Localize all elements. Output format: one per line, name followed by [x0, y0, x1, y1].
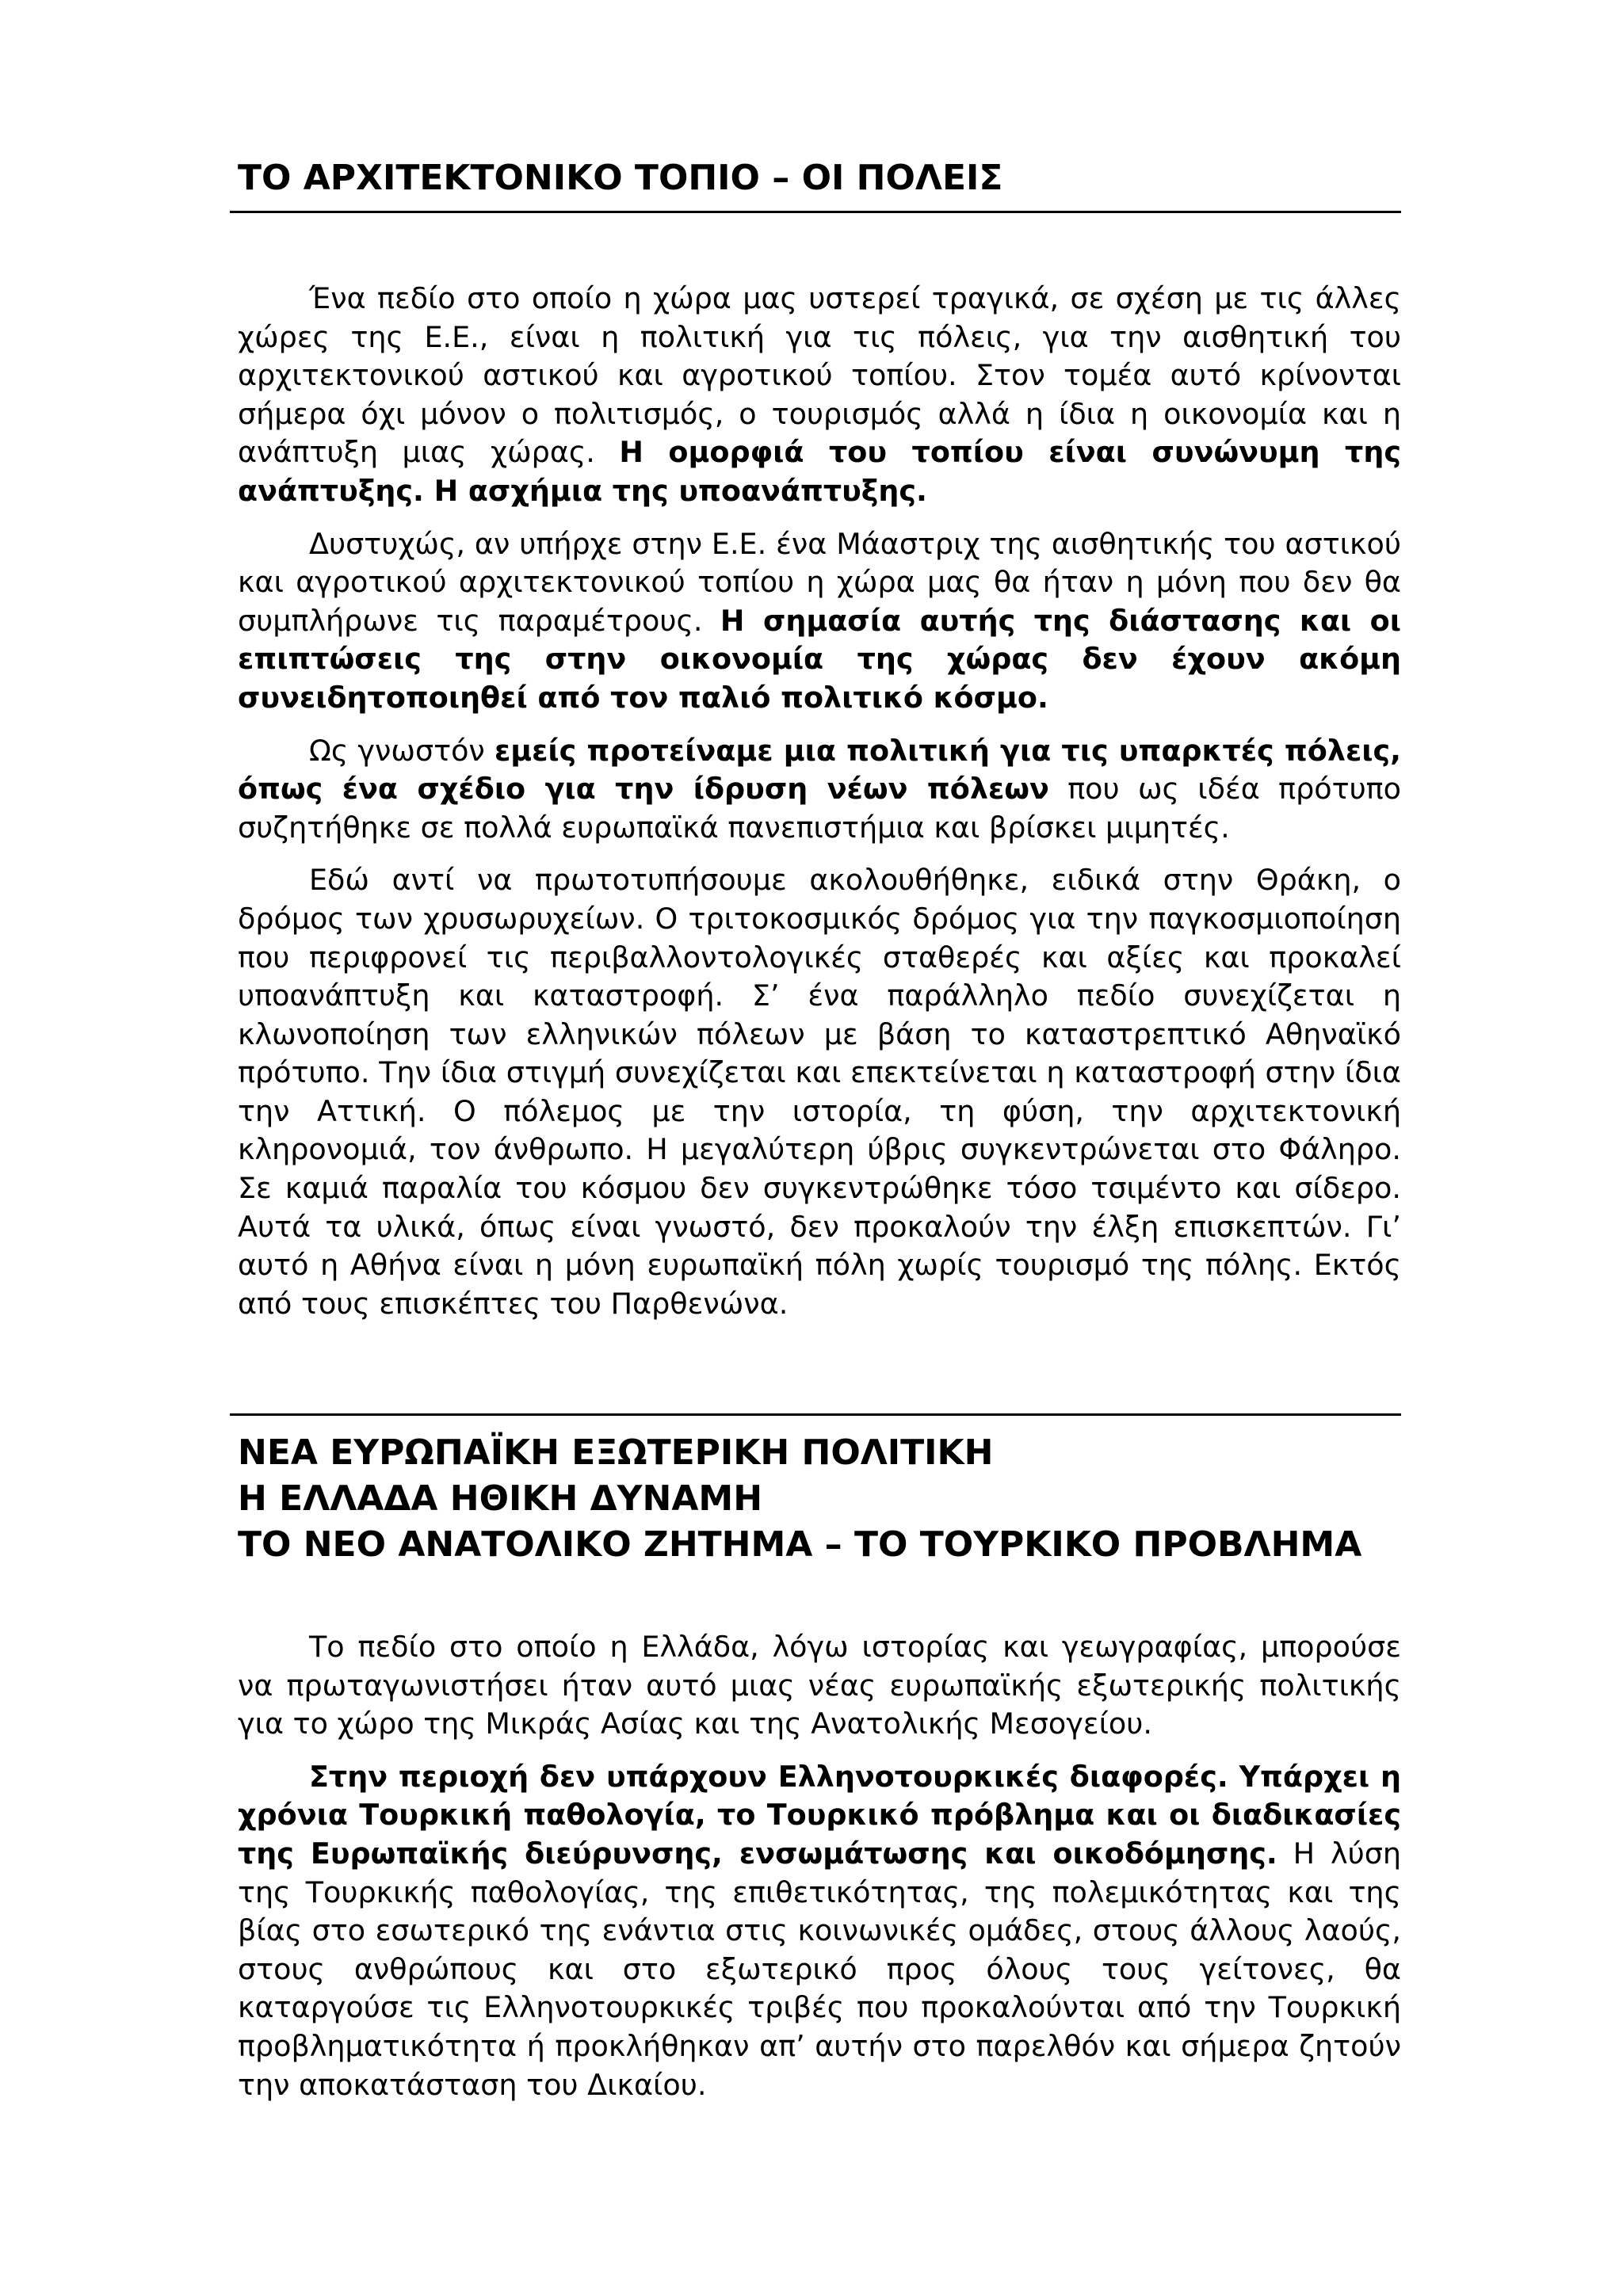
section-body: [230, 280, 1401, 1323]
paragraph-text: Η λύση της Τουρκικής παθολογίας, της επιθετικότητας, της πολεμικότητας και της βίας στο εσωτερικό της ενάντια στις κοινωνικές ομάδες, στους άλλους λαούς, στους ανθρώπους και στο εξωτερικό προς όλους τους γείτονες, θα καταργούσε τις Ελληνοτουρκικές τριβές που προκαλούνται από την Τουρκική προβληματικότητα ή προκλήθηκαν απ’ αυτήν στο παρελθόν και σήμερα ζητούν την αποκατάσταση του Δικαίου.: [238, 1836, 1401, 2102]
paragraph: [238, 1628, 1401, 1744]
paragraph-text: Το πεδίο στο οποίο η Ελλάδα, λόγω ιστορίας και γεωγραφίας, μπορούσε να πρωταγωνιστήσει ήταν αυτό μιας νέας ευρωπαϊκής εξωτερικής πολιτικής για το χώρο της Μικράς Ασίας και της Ανατολικής Μεσογείου.: [238, 1630, 1401, 1741]
paragraph: [238, 280, 1401, 511]
section-title-line: Η ΕΛΛΑΔΑ ΗΘΙΚΗ ΔΥΝΑΜΗ: [238, 1478, 763, 1519]
title-underline: [230, 211, 1401, 213]
section-title-block: [230, 1430, 1401, 1568]
section-body: [230, 1628, 1401, 2104]
paragraph-text: Εδώ αντί να πρωτοτυπήσουμε ακολουθήθηκε, ειδικά στην Θράκη, ο δρόμος των χρυσωρυχείων. Ο τριτοκοσμικός δρόμος για την παγκοσμιοποίηση που περιφρονεί τις περιβαλλοντολογικές σταθερές και αξίες και προκαλεί υποανάπτυξη και καταστροφή. Σ’ ένα παράλληλο πεδίο συνεχίζεται η κλωνοποίηση των ελληνικών πόλεων με βάση το καταστρεπτικό Αθηναϊκό πρότυπο. Την ίδια στιγμή συνεχίζεται και επεκτείνεται η καταστροφή στην ίδια την Αττική. Ο πόλεμος με την ιστορία, τη φύση, την αρχιτεκτονική κληρονομιά, τον άνθρωπο. Η μεγαλύτερη ύβρις συγκεντρώνεται στο Φάληρο. Σε καμιά παραλία του κόσμου δεν συγκεντρώθηκε τόσο τσιμέντο και σίδερο. Αυτά τα υλικά, όπως είναι γνωστό, δεν προκαλούν την έλξη επισκεπτών. Γι’ αυτό η Αθήνα είναι η μόνη ευρωπαϊκή πόλη χωρίς τουρισμό της πόλης. Εκτός από τους επισκέπτες του Παρθενώνα.: [238, 863, 1401, 1321]
paragraph-text: Ένα πεδίο στο οποίο η χώρα μας υστερεί τραγικά, σε σχέση με τις άλλες χώρες της Ε.Ε., είναι η πολιτική για τις πόλεις, για την αισθητική του αρχιτεκτονικού αστικού και αγροτικού τοπίου. Στον τομέα αυτό κρίνονται σήμερα όχι μόνον ο πολιτισμός, ο τουρισμός αλλά η ίδια η οικονομία και η ανάπτυξη μιας χώρας.: [238, 281, 1401, 470]
paragraph-emphasis: Η ομορφιά του τοπίου είναι συνώνυμη της ανάπτυξης. Η ασχήμια της υποανάπτυξης.: [238, 435, 1401, 508]
paragraph: [238, 732, 1401, 848]
paragraph-text: Ως γνωστόν: [309, 733, 495, 768]
section-title-line: ΝΕΑ ΕΥΡΩΠΑΪΚΗ ΕΞΩΤΕΡΙΚΗ ΠΟΛΙΤΙΚΗ: [238, 1432, 994, 1473]
paragraph-emphasis: Η σημασία αυτής της διάστασης και οι επιπτώσεις της στην οικονομία της χώρας δεν έχουν ακόμη συνειδητοποιηθεί από τον παλιό πολιτικό κόσμο.: [238, 603, 1401, 715]
paragraph: [238, 861, 1401, 1323]
section-title: [230, 155, 1401, 201]
paragraph: [238, 1758, 1401, 2104]
section-architectural-landscape: [230, 155, 1401, 1337]
paragraph-text: που ως ιδέα πρότυπο συζητήθηκε σε πολλά ευρωπαϊκά πανεπιστήμια και βρίσκει μιμητές.: [238, 772, 1401, 845]
paragraph-emphasis: Στην περιοχή δεν υπάρχουν Ελληνοτουρκικές διαφορές. Υπάρχει η χρόνια Τουρκική παθολογία, το Τουρκικό πρόβλημα και οι διαδικασίες της Ευρωπαϊκής διεύρυνσης, ενσωμάτωσης και οικοδόμησης.: [238, 1759, 1401, 1871]
section-title-line: ΤΟ ΑΡΧΙΤΕΚΤΟΝΙΚΟ ΤΟΠΙΟ – ΟΙ ΠΟΛΕΙΣ: [238, 158, 1003, 198]
section-title-line: ΤΟ ΝΕΟ ΑΝΑΤΟΛΙΚΟ ΖΗΤΗΜΑ – ΤΟ ΤΟΥΡΚΙΚΟ ΠΡΟΒΛΗΜΑ: [238, 1524, 1362, 1565]
paragraph-text: Δυστυχώς, αν υπήρχε στην Ε.Ε. ένα Μάαστριχ της αισθητικής του αστικού και αγροτικού αρχιτεκτονικού τοπίου η χώρα μας θα ήταν η μόνη που δεν θα συμπλήρωνε τις παραμέτρους.: [238, 526, 1401, 638]
paragraph-emphasis: εμείς προτείναμε μια πολιτική για τις υπαρκτές πόλεις, όπως ένα σχέδιο για την ίδρυση νέων πόλεων: [238, 733, 1402, 807]
section-title: [230, 1430, 1401, 1568]
section-top-rule: [230, 1413, 1401, 1416]
paragraph: [238, 525, 1401, 718]
section-foreign-policy: [230, 1413, 1401, 2119]
